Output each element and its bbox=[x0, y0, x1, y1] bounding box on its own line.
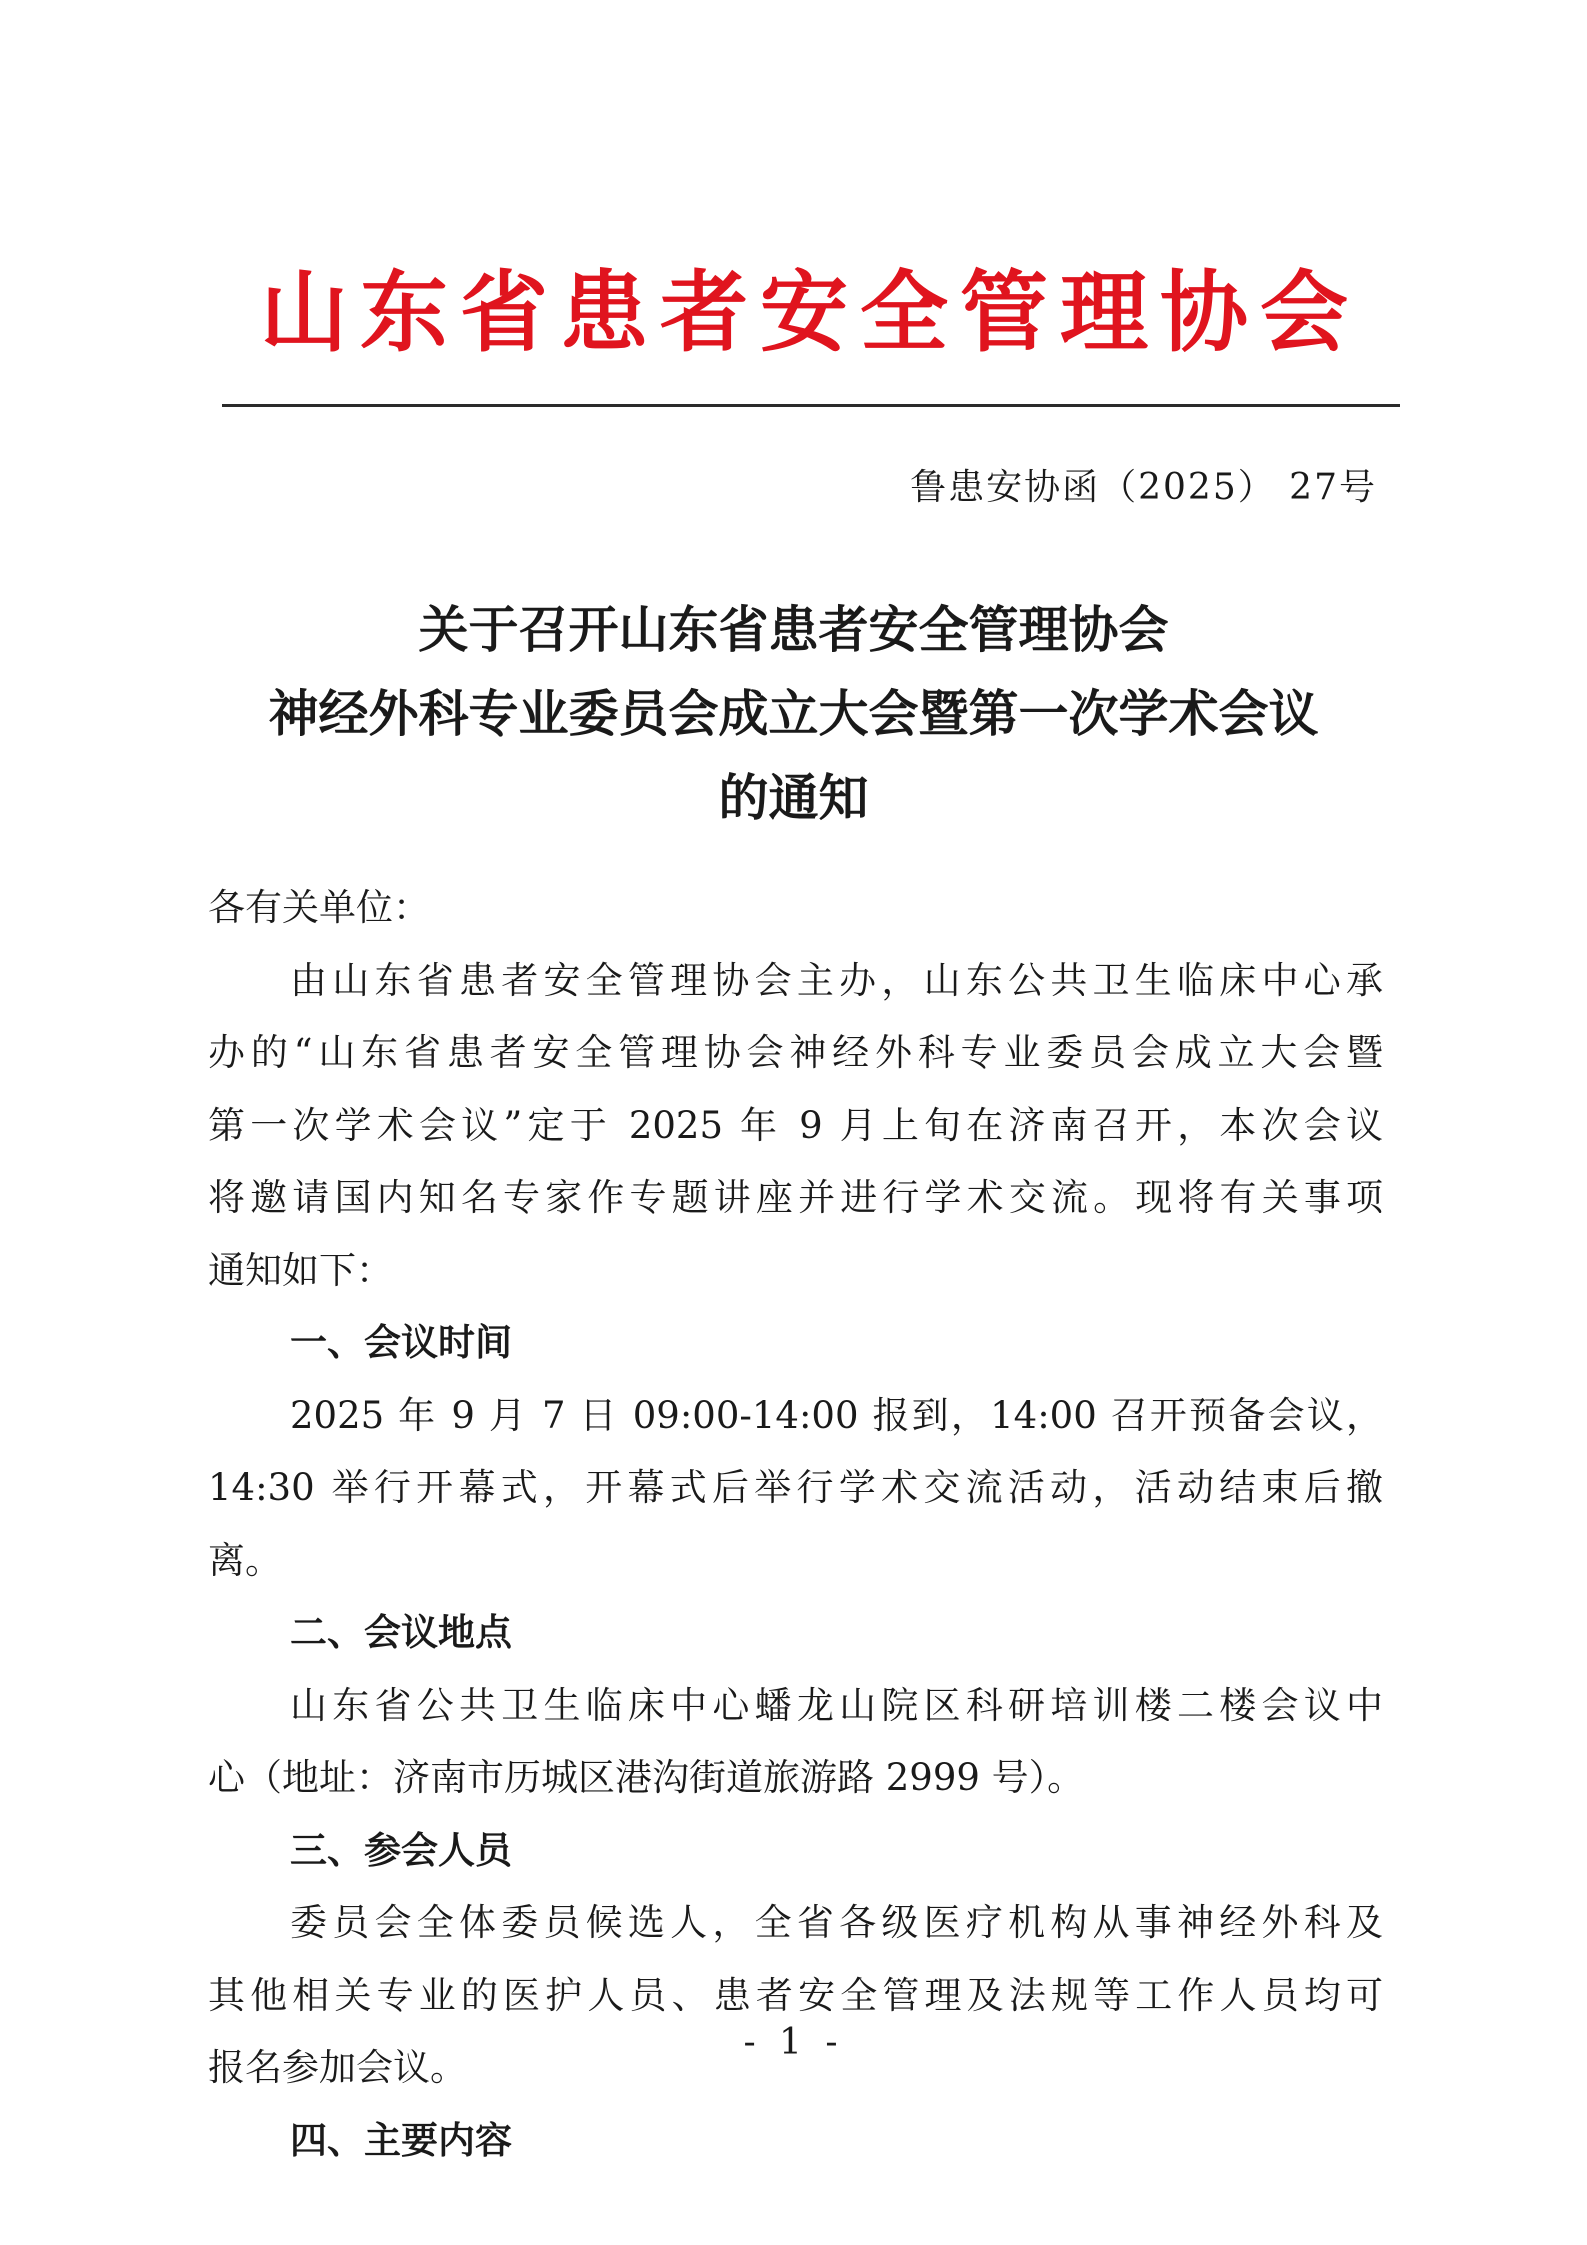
section-heading-meeting-time: 一、会议时间 bbox=[290, 1321, 512, 1364]
masthead-divider-line bbox=[222, 404, 1400, 407]
attendees-line-2: 其他相关专业的医护人员、患者安全管理及法规等工作人员均可 bbox=[208, 1973, 1383, 2017]
meeting-location-line-1: 山东省公共卫生临床中心蟠龙山院区科研培训楼二楼会议中 bbox=[290, 1683, 1383, 1727]
intro-line-4: 将邀请国内知名专家作专题讲座并进行学术交流。现将有关事项 bbox=[208, 1176, 1383, 1219]
intro-line-3: 第一次学术会议”定于 2025 年 9 月上旬在济南召开，本次会议 bbox=[208, 1103, 1383, 1147]
section-heading-main-content: 四、主要内容 bbox=[290, 2118, 512, 2162]
meeting-location-line-2: 心（地址：济南市历城区港沟街道旅游路 2999 号）。 bbox=[208, 1756, 1085, 1799]
notice-title-line-3: 的通知 bbox=[718, 769, 869, 827]
intro-line-1: 由山东省患者安全管理协会主办，山东公共卫生临床中心承 bbox=[290, 958, 1383, 1002]
masthead-organization-name: 山东省患者安全管理协会 bbox=[259, 260, 1360, 364]
meeting-time-line-3: 离。 bbox=[208, 1538, 282, 1582]
meeting-time-line-2: 14:30 举行开幕式，开幕式后举行学术交流活动，活动结束后撤 bbox=[208, 1466, 1383, 1509]
document-number: 鲁患安协函（2025） 27号 bbox=[910, 467, 1377, 508]
attendees-line-3: 报名参加会议。 bbox=[208, 2046, 467, 2089]
intro-line-5: 通知如下： bbox=[208, 1248, 393, 1292]
attendees-line-1: 委员会全体委员候选人，全省各级医疗机构从事神经外科及 bbox=[290, 1901, 1383, 1944]
page-number: - 1 - bbox=[743, 2022, 844, 2063]
notice-title-line-1: 关于召开山东省患者安全管理协会 bbox=[418, 601, 1169, 659]
salutation: 各有关单位： bbox=[208, 886, 430, 929]
notice-title-line-2: 神经外科专业委员会成立大会暨第一次学术会议 bbox=[268, 685, 1319, 743]
section-heading-attendees: 三、参会人员 bbox=[290, 1828, 512, 1872]
section-heading-meeting-location: 二、会议地点 bbox=[290, 1611, 512, 1654]
meeting-time-line-1: 2025 年 9 月 7 日 09:00-14:00 报到，14:00 召开预备会议， bbox=[290, 1393, 1383, 1437]
notice-title bbox=[200, 588, 1387, 840]
intro-line-2: 办的“山东省患者安全管理协会神经外科专业委员会成立大会暨 bbox=[208, 1031, 1383, 1074]
notice-body bbox=[208, 872, 1383, 2177]
